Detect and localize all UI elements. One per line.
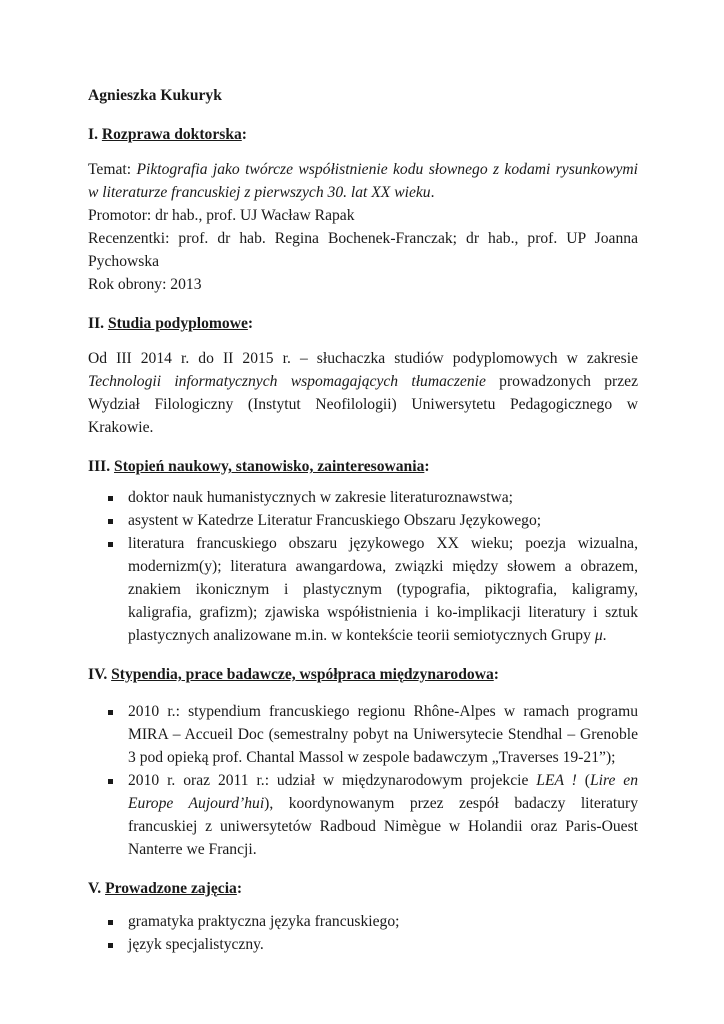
section-5-heading: V. Prowadzone zajęcia: [88, 880, 243, 897]
thesis-supervisor: Promotor: dr hab., prof. UJ Wacław Rapak [88, 207, 355, 224]
section-3-heading: III. Stopień naukowy, stanowisko, zainteresowania: [88, 458, 430, 475]
thesis-topic: Temat: Piktografia jako twórcze współistnienie kodu słownego z kodami rysunkowymi w literaturze francuskiej z pierwszych 30. lat XX wieku. [88, 161, 638, 201]
bullet-icon [108, 779, 113, 784]
section-2-number: II. [88, 315, 105, 332]
section-5-list [88, 910, 638, 956]
section-2-heading: II. Studia podyplomowe: [88, 315, 254, 332]
bullet-icon [108, 496, 113, 501]
section-5-title: Prowadzone zajęcia [105, 880, 237, 897]
section-1-heading: I. Rozprawa doktorska: [88, 126, 247, 143]
section-2-title: Studia podyplomowe [107, 315, 248, 332]
section-3-list [88, 486, 638, 647]
section-4-title: Stypendia, prace badawcze, współpraca międzynarodowa [111, 666, 494, 683]
section-2-body [88, 347, 638, 439]
list-item: 2010 r.: stypendium francuskiego regionu Rhône-Alpes w ramach programu MIRA – Accueil Doc (semestralny pobyt na Uniwersytecie Stendhal – Grenoble 3 pod opieką prof. Chantal Massol w zespole badawczym „Traverses 19-21”); [88, 700, 638, 769]
section-1-body [88, 158, 638, 296]
list-item: gramatyka praktyczna języka francuskiego; [88, 910, 638, 933]
document-page [88, 84, 638, 956]
section-5-number: V. [88, 880, 102, 897]
section-4-list [88, 700, 638, 861]
bullet-icon [108, 710, 113, 715]
defense-year: Rok obrony: 2013 [88, 276, 202, 293]
list-item: literatura francuskiego obszaru językowego XX wieku; poezja wizualna, modernizm(y); literatura awangardowa, związki między słowem a obrazem, znakiem ikonicznym i plastycznym (typografia, piktografia, kaligramy, kaligrafia, grafizm); zjawiska współistnienia i ko-implikacji literatury i sztuk plastycznych analizowane m.in. w kontekście teorii semiotycznych Grupy μ. [88, 532, 638, 647]
list-item: język specjalistyczny. [88, 933, 638, 956]
author-name: Agnieszka Kukuryk [88, 87, 222, 104]
list-item: asystent w Katedrze Literatur Francuskiego Obszaru Językowego; [88, 509, 638, 532]
bullet-icon [108, 920, 113, 925]
section-1-number: I. [88, 126, 98, 143]
postgraduate-program-name: Technologii informatycznych wspomagających tłumaczenie [88, 373, 486, 390]
bullet-icon [108, 943, 113, 948]
thesis-reviewers: Recenzentki: prof. dr hab. Regina Bochenek-Franczak; dr hab., prof. UP Joanna Pychowska [88, 230, 638, 270]
section-4-heading: IV. Stypendia, prace badawcze, współpraca międzynarodowa: [88, 666, 499, 683]
section-4-number: IV. [88, 666, 108, 683]
postgraduate-studies-text: Od III 2014 r. do II 2015 r. – słuchaczka studiów podyplomowych w zakresie Technologii informatycznych wspomagających tłumaczenie prowadzonych przez Wydział Filologiczny (Instytut Neofilologii) Uniwersytetu Pedagogicznego w Krakowie. [88, 350, 639, 436]
bullet-icon [108, 542, 113, 547]
section-3-title: Stopień naukowy, stanowisko, zainteresowania [114, 458, 425, 475]
thesis-title: Piktografia jako twórcze współistnienie kodu słownego z kodami rysunkowymi w literaturze francuskiej z pierwszych 30. lat XX wieku [88, 161, 638, 201]
list-item: doktor nauk humanistycznych w zakresie literaturoznawstwa; [88, 486, 638, 509]
section-1-title: Rozprawa doktorska [101, 126, 242, 143]
list-item: 2010 r. oraz 2011 r.: udział w międzynarodowym projekcie LEA ! (Lire en Europe Aujourd’hui), koordynowanym przez zespół badaczy literatury francuskiej z uniwersytetów Radboud Nimègue w Holandii oraz Paris-Ouest Nanterre we Francji. [88, 769, 638, 861]
bullet-icon [108, 519, 113, 524]
section-3-number: III. [88, 458, 111, 475]
